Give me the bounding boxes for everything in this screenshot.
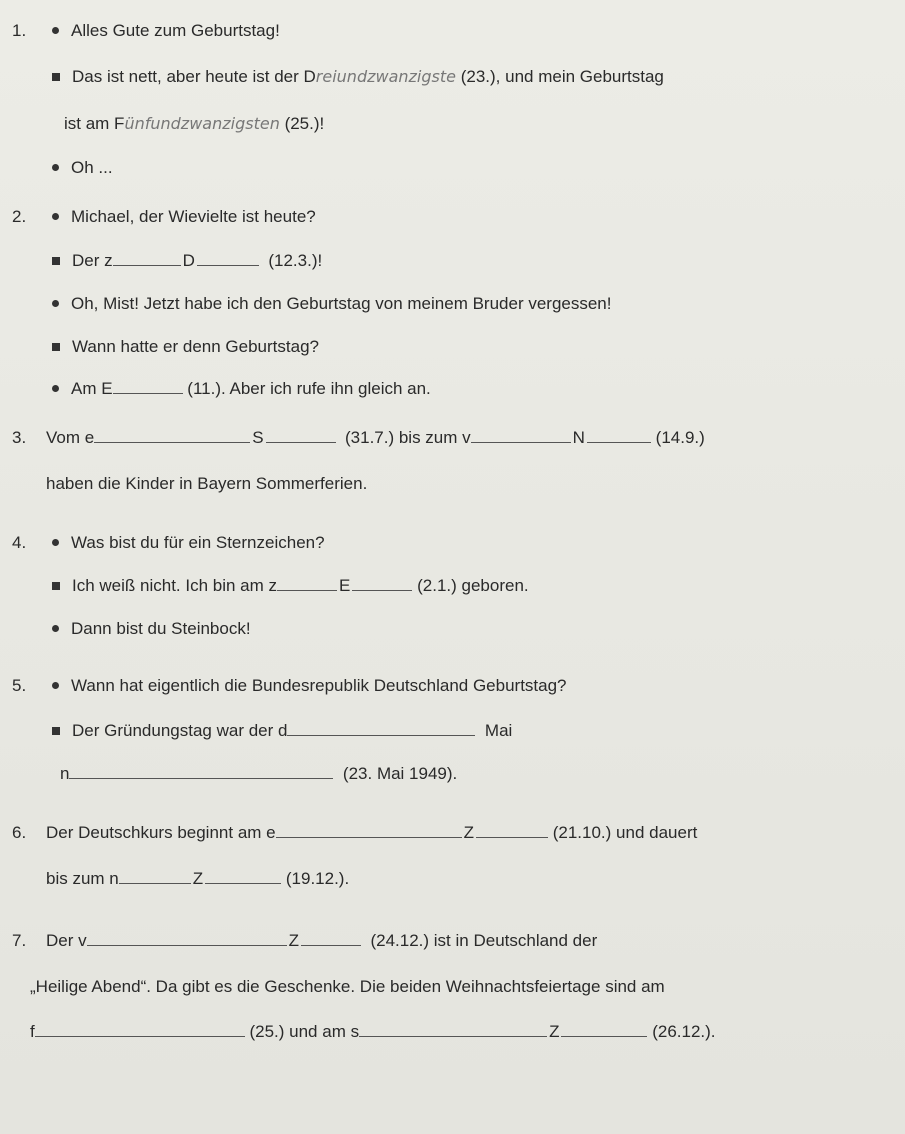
- ex6-blank-1[interactable]: [276, 823, 462, 838]
- ex4-text-b-post: (2.1.) geboren.: [417, 576, 529, 595]
- ex5-text-b-pre: Der Gründungstag war der d: [72, 721, 288, 740]
- ex7-blank-3[interactable]: [35, 1022, 245, 1037]
- ex2-text-b-pre: Der z: [72, 251, 113, 270]
- ex5-line-c: [60, 763, 457, 785]
- ex3-text-a-mid: (31.7.) bis zum v: [345, 428, 471, 447]
- ex7-text-c-mid: (25.) und am s: [249, 1022, 360, 1041]
- ex5-line-a: [12, 675, 567, 697]
- ex3-text-a-post: (14.9.): [655, 428, 705, 447]
- ex7-number: 7.: [12, 931, 27, 950]
- ex2-line-b: [46, 250, 322, 272]
- ex1-handwritten-answer-2: ünfundzwanzigsten: [124, 114, 280, 133]
- ex3-line-a: [12, 427, 705, 449]
- ex6-letter-1: Z: [463, 823, 474, 842]
- ex7-line-a: [12, 930, 597, 952]
- ex7-text-c-post: (26.12.).: [652, 1022, 716, 1041]
- ex3-letter-1: S: [252, 428, 264, 447]
- ex7-line-b: [30, 976, 665, 998]
- ex2-line-e: [46, 378, 431, 400]
- speaker-b-square-icon: [52, 73, 60, 81]
- ex1-text-b-post: (23.), und mein Geburtstag: [460, 67, 664, 86]
- ex1-text-c-pre: ist am F: [64, 114, 125, 133]
- ex4-line-c: [46, 618, 251, 640]
- ex4-blank-1[interactable]: [277, 576, 337, 591]
- ex2-number: 2.: [12, 207, 27, 226]
- ex5-text-a: Wann hat eigentlich die Bundesrepublik Deutschland Geburtstag?: [71, 676, 567, 695]
- ex7-text-a-post: (24.12.) ist in Deutschland der: [370, 931, 598, 950]
- ex7-blank-1[interactable]: [87, 931, 287, 946]
- ex7-letter-1: Z: [288, 931, 300, 950]
- ex2-blank-1[interactable]: [113, 251, 181, 266]
- ex2-line-a: [12, 206, 316, 228]
- ex5-number: 5.: [12, 676, 27, 695]
- speaker-b-square-icon: [52, 582, 60, 590]
- ex7-blank-4[interactable]: [359, 1022, 547, 1037]
- ex5-text-c-pre: n: [60, 764, 70, 783]
- ex4-text-b-pre: Ich weiß nicht. Ich bin am z: [72, 576, 278, 595]
- ex3-blank-2[interactable]: [266, 428, 336, 443]
- speaker-a-bullet-icon: [52, 539, 59, 546]
- ex4-number: 4.: [12, 533, 27, 552]
- ex7-blank-5[interactable]: [561, 1022, 647, 1037]
- ex3-line-b: [46, 473, 367, 495]
- ex2-text-a: Michael, der Wievielte ist heute?: [71, 207, 316, 226]
- speaker-a-bullet-icon: [52, 300, 59, 307]
- speaker-a-bullet-icon: [52, 164, 59, 171]
- ex3-blank-3[interactable]: [471, 428, 571, 443]
- ex6-text-a-post: (21.10.) und dauert: [552, 823, 698, 842]
- ex2-blank-3[interactable]: [113, 379, 183, 394]
- ex2-line-d: [46, 336, 319, 358]
- ex4-line-b: [46, 575, 529, 597]
- ex7-text-c-pre: f: [30, 1022, 35, 1041]
- ex4-text-a: Was bist du für ein Sternzeichen?: [71, 533, 325, 552]
- ex1-text-d: Oh ...: [71, 158, 113, 177]
- ex4-letter: E: [339, 576, 351, 595]
- ex2-blank-2[interactable]: [197, 251, 259, 266]
- ex7-line-c: [30, 1021, 716, 1043]
- ex3-blank-1[interactable]: [94, 428, 250, 443]
- ex1-line-b: [46, 66, 664, 88]
- ex6-blank-2[interactable]: [476, 823, 548, 838]
- ex2-text-b-post: (12.3.)!: [268, 251, 323, 270]
- ex6-text-b-pre: bis zum n: [46, 869, 119, 888]
- ex3-text-b: haben die Kinder in Bayern Sommerferien.: [46, 474, 368, 493]
- ex5-line-b: [46, 720, 512, 742]
- ex4-text-c: Dann bist du Steinbock!: [71, 619, 251, 638]
- ex2-letter: D: [182, 251, 195, 270]
- ex7-text-a-pre: Der v: [46, 931, 87, 950]
- ex2-text-e-post: (11.). Aber ich rufe ihn gleich an.: [187, 379, 431, 398]
- ex5-blank-1[interactable]: [287, 721, 475, 736]
- ex6-line-a: [12, 822, 697, 844]
- ex3-number: 3.: [12, 428, 27, 447]
- ex2-text-e-pre: Am E: [71, 379, 113, 398]
- ex1-text-a: Alles Gute zum Geburtstag!: [71, 21, 280, 40]
- speaker-a-bullet-icon: [52, 213, 59, 220]
- ex1-text-b-pre: Das ist nett, aber heute ist der D: [72, 67, 316, 86]
- ex1-text-c-post: (25.)!: [284, 114, 325, 133]
- ex2-line-c: [46, 293, 612, 315]
- ex5-text-c-post: (23. Mai 1949).: [342, 764, 458, 783]
- speaker-a-bullet-icon: [52, 385, 59, 392]
- ex1-line-c: [64, 113, 324, 135]
- ex7-letter-2: Z: [549, 1022, 560, 1041]
- ex1-line-d: [46, 157, 113, 179]
- ex6-blank-3[interactable]: [119, 869, 191, 884]
- speaker-a-bullet-icon: [52, 682, 59, 689]
- ex6-line-b: [46, 868, 349, 890]
- ex1-handwritten-answer-1: reiundzwanzigste: [315, 67, 456, 86]
- ex1-line-a: [12, 20, 280, 42]
- speaker-a-bullet-icon: [52, 27, 59, 34]
- ex3-letter-2: N: [572, 428, 585, 447]
- ex2-text-d: Wann hatte er denn Geburtstag?: [72, 337, 319, 356]
- ex5-blank-2[interactable]: [69, 764, 333, 779]
- ex5-text-b-post: Mai: [484, 721, 513, 740]
- ex7-blank-2[interactable]: [301, 931, 361, 946]
- ex3-blank-4[interactable]: [587, 428, 651, 443]
- ex3-text-a-pre: Vom e: [46, 428, 95, 447]
- speaker-b-square-icon: [52, 343, 60, 351]
- ex7-text-b: „Heilige Abend“. Da gibt es die Geschenke. Die beiden Weihnachtsfeiertage sind am: [30, 977, 665, 996]
- ex6-blank-4[interactable]: [205, 869, 281, 884]
- ex6-letter-2: Z: [192, 869, 204, 888]
- ex4-blank-2[interactable]: [352, 576, 412, 591]
- speaker-b-square-icon: [52, 257, 60, 265]
- ex6-text-b-post: (19.12.).: [285, 869, 350, 888]
- ex6-text-a-pre: Der Deutschkurs beginnt am e: [46, 823, 276, 842]
- speaker-a-bullet-icon: [52, 625, 59, 632]
- ex4-line-a: [12, 532, 325, 554]
- ex6-number: 6.: [12, 823, 27, 842]
- speaker-b-square-icon: [52, 727, 60, 735]
- ex1-number: 1.: [12, 21, 27, 40]
- ex2-text-c: Oh, Mist! Jetzt habe ich den Geburtstag von meinem Bruder vergessen!: [71, 294, 612, 313]
